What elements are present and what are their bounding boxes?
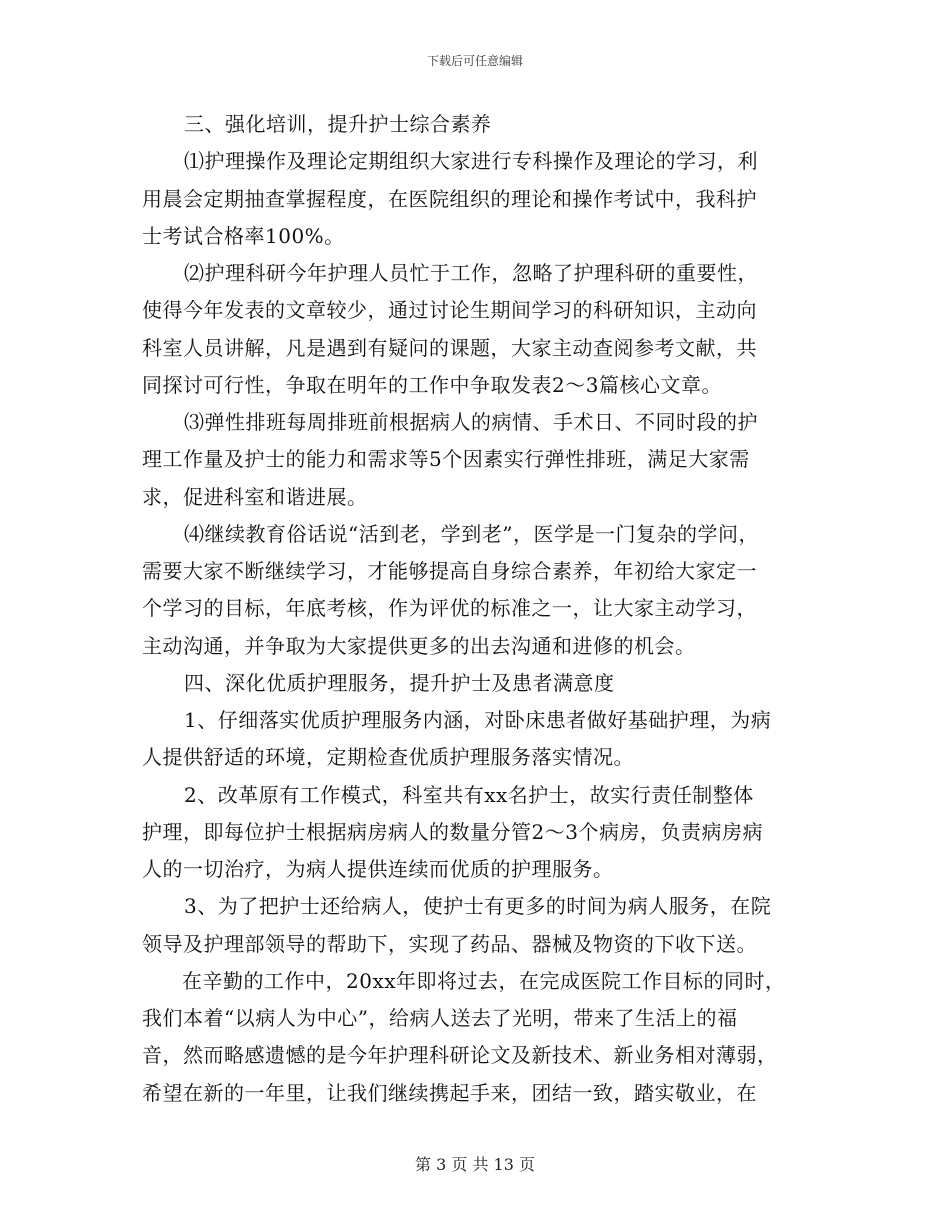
page-number: 第 3 页 共 13 页 xyxy=(415,1155,535,1174)
paragraph-line: 人的一切治疗，为病人提供连续而优质的护理服务。 xyxy=(142,857,614,881)
paragraph-line: 理工作量及护士的能力和需求等5个因素实行弹性排班，满足大家需 xyxy=(142,447,750,472)
paragraph-line: 个学习的目标，年底考核，作为评优的标准之一，让大家主动学习， xyxy=(142,596,757,621)
paragraph-line: ⑴护理操作及理论定期组织大家进行专科操作及理论的学习，利 xyxy=(184,149,758,174)
paragraph-line: 希望在新的一年里，让我们继续携起手来，团结一致，踏实敬业，在 xyxy=(142,1080,757,1105)
document-body xyxy=(142,106,812,1112)
paragraph-line: 用晨会定期抽查掌握程度，在医院组织的理论和操作考试中，我科护 xyxy=(142,186,757,211)
section-heading: 三、强化培训，提升护士综合素养 xyxy=(184,112,492,136)
section-heading: 四、深化优质护理服务，提升护士及患者满意度 xyxy=(184,670,615,695)
paragraph-line: 3、为了把护士还给病人，使护士有更多的时间为病人服务，在院 xyxy=(184,894,772,919)
paragraph-line: 需要大家不断继续学习，才能够提高自身综合素养，年初给大家定一 xyxy=(142,559,757,583)
paragraph-line: 领导及护理部领导的帮助下，实现了药品、器械及物资的下收下送。 xyxy=(142,931,757,956)
paragraph-line: ⑶弹性排班每周排班前根据病人的病情、手术日、不同时段的护 xyxy=(184,410,758,434)
paragraph-line: 科室人员讲解，凡是遇到有疑问的课题，大家主动查阅参考文献，共 xyxy=(142,335,757,360)
page-header-note: 下载后可任意编辑 xyxy=(426,54,523,68)
paragraph-line: ⑵护理科研今年护理人员忙于工作，忽略了护理科研的重要性， xyxy=(184,261,758,285)
paragraph-line: 主动沟通，并争取为大家提供更多的出去沟通和进修的机会。 xyxy=(142,633,696,658)
paragraph-line: 人提供舒适的环境，定期检查优质护理服务落实情况。 xyxy=(142,745,634,770)
paragraph-line: 2、改革原有工作模式，科室共有xx名护士，故实行责任制整体 xyxy=(184,782,754,807)
paragraph-line: 我们本着“以病人为中心”，给病人送去了光明，带来了生活上的福 xyxy=(142,1006,738,1030)
paragraph-line: 护理，即每位护士根据病房病人的数量分管2～3个病房，负责病房病 xyxy=(142,819,763,844)
paragraph-line: 在辛勤的工作中，20xx年即将过去，在完成医院工作目标的同时， xyxy=(182,968,786,993)
paragraph-line: 士考试合格率100%。 xyxy=(142,223,345,248)
paragraph-line: 1、仔细落实优质护理服务内涵，对卧床患者做好基础护理，为病 xyxy=(184,708,772,732)
paragraph-line: ⑷继续教育俗话说“活到老，学到老”，医学是一门复杂的学问， xyxy=(184,521,759,546)
paragraph-line: 同探讨可行性，争取在明年的工作中争取发表2～3篇核心文章。 xyxy=(142,372,722,397)
paragraph-line: 音，然而略感遗憾的是今年护理科研论文及新技术、新业务相对薄弱， xyxy=(142,1043,778,1068)
paragraph-line: 求，促进科室和谐进展。 xyxy=(142,484,368,509)
paragraph-line: 使得今年发表的文章较少，通过讨论生期间学习的科研知识，主动向 xyxy=(142,298,757,323)
